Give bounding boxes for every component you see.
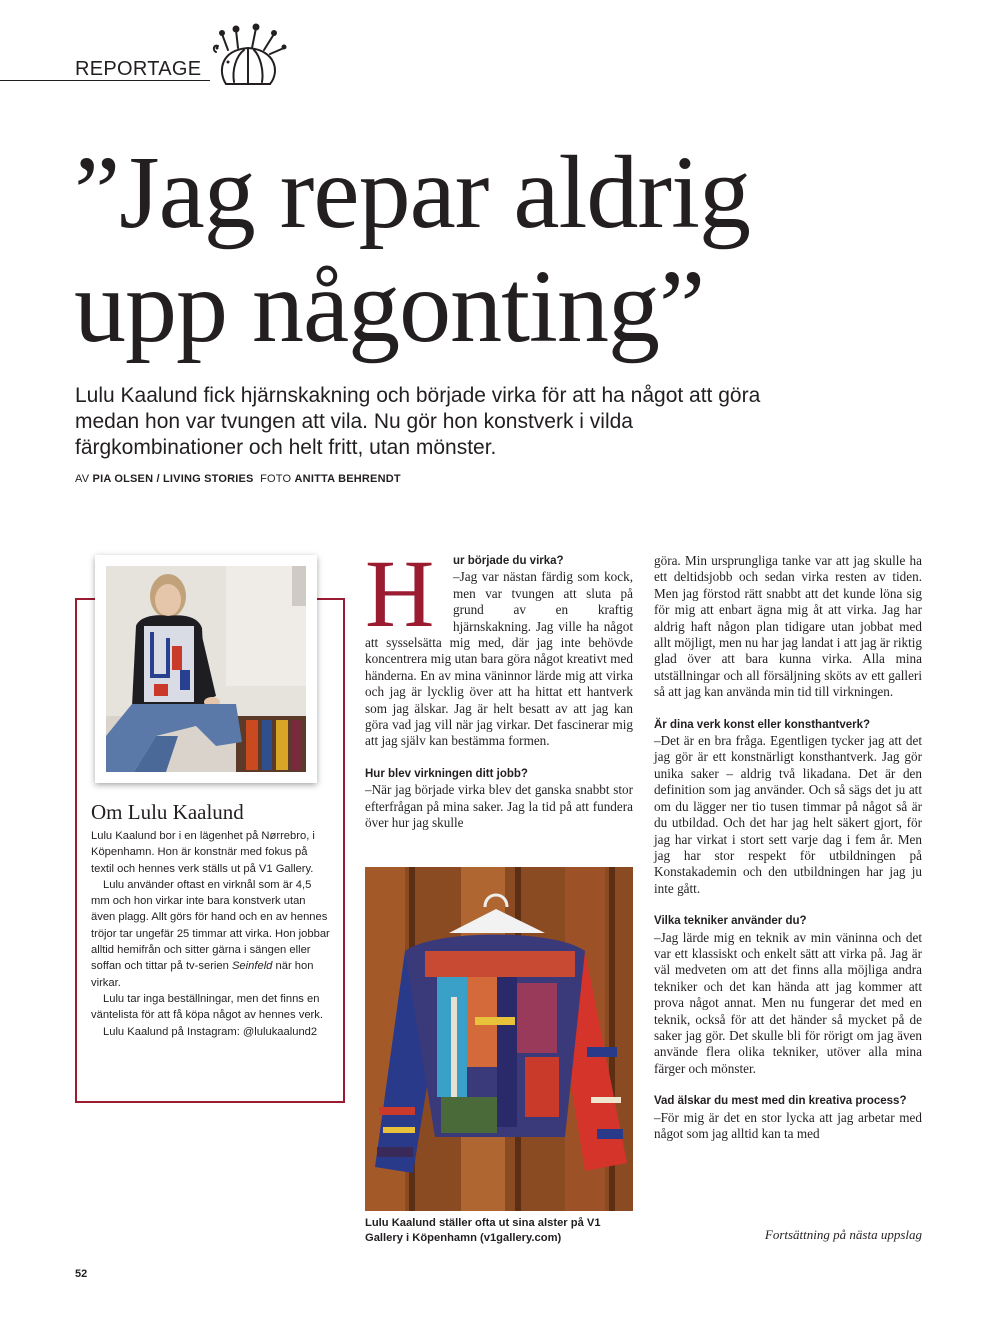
info-paragraph-2-text: Lulu använder oftast en virknål som är 4,5 mm och hon virkar inte bara konstverk utan även plagg. Allt görs för hand och en av hennes tröjor tar ungefär 25 timmar att virka. Hon jobbar alltid hemifrån och sitter gärna i sängen eller soffan och tittar på tv-serien (91, 878, 330, 973)
byline-authors: PIA OLSEN / LIVING STORIES (92, 473, 254, 485)
byline-foto: FOTO (260, 473, 292, 485)
info-paragraph-1: Lulu Kaalund bor i en lägenhet på Nørrebro, i Köpenhamn. Hon är konstnär med fokus på textil och hennes verk ställs ut på V1 Gallery. (91, 830, 315, 875)
lead-paragraph: Lulu Kaalund fick hjärnskakning och började virka för att ha något att göra medan hon var tvungen att vila. Nu gör hon konstverk i vilda färgkombinationer och helt fritt, utan mönster. (75, 384, 761, 459)
continued-note: Fortsättning på nästa uppslag (764, 1227, 922, 1242)
answer-2: –När jag började virka blev det ganska snabbt stor efterfrågan på mina saker. Jag la tid på att fundera över hur jag skulle (365, 782, 633, 831)
headline-line-1: ”Jag repar aldrig (74, 135, 750, 250)
question-1: ur började du virka? (453, 555, 564, 567)
byline-av: AV (75, 473, 90, 485)
question-4: Vilka tekniker använder du? (654, 915, 807, 928)
portrait-frame (95, 555, 317, 783)
byline (75, 473, 401, 485)
info-box-body (91, 828, 331, 1040)
article-column-middle (365, 540, 633, 832)
question-3: Är dina verk konst eller konsthantverk? (654, 718, 871, 731)
answer-4: –Jag lärde mig en teknik av min väninna och det var ett klassiskt och enkelt sätt att virka på. Jag är väl medveten om att det finns alla möjliga andra tekniker och det kan hända att jag kommer att prova något annat. Men nu fungerar det med en teknik, också för att det händer så mycket på de saker jag gör. Det skulle bli för rörigt om jag även använde flera olika tekniker, utöver alla mina färger och mönster. (654, 929, 922, 1076)
page-number: 52 (75, 1268, 88, 1280)
info-show-title: Seinfeld (231, 960, 273, 973)
headline-line-2: upp någonting” (74, 249, 705, 364)
info-paragraph-2 (91, 877, 331, 991)
info-paragraph-2-end: när hon virkar. (91, 960, 314, 989)
byline-photographer: ANITTA BEHRENDT (294, 473, 401, 485)
article-column-right (654, 553, 922, 1142)
info-box-title: Om Lulu Kaalund (91, 800, 244, 824)
answer-5: –För mig är det en stor lycka att jag arbetar med något som jag alltid kan ta med (654, 1109, 922, 1141)
headline (74, 136, 954, 364)
drop-cap: H (365, 540, 435, 647)
answer-3: –Det är en bra fråga. Egentligen tycker jag att det jag gör är ett konstnärligt konsthantverk. Jag gör unika saker – aldrig två likadana. Det är den definition som jag använder. Och så sägs det ju att om du lägger ner tio tusen timmar på något så är du utbildad. Och det har jag helt säkert gjort, för jag har virkat i stort sett varje dag i fem år. Men jag har stor respekt för utbildningen på Konstakademin och den utbildningen har jag ju inte gått. (654, 733, 922, 896)
question-5: Vad älskar du mest med din kreativa process? (654, 1095, 907, 1108)
pincushion-icon (208, 22, 288, 88)
question-2: Hur blev virkningen ditt jobb? (365, 767, 528, 780)
info-paragraph-3: Lulu tar inga beställningar, men det finns en väntelista för att få köpa något av hennes verk. (91, 992, 323, 1022)
section-label: REPORTAGE (75, 58, 202, 80)
answer-2-continued: göra. Min ursprungliga tanke var att jag skulle ha ett deltidsjobb och sedan virka resten av tiden. Men jag förstod rätt snabbt att det kunde löna sig för mig att enbart ägna mig åt att virka. Jag har aldrig haft någon plan tidigare utan jobbat med allt möjligt, men nu har jag landat i att jag är riktig glad över att bara kunna virka. Alla mina utställningar och all försäljning sköts av ett galleri så att jag kan använda min tid till virkningen. (654, 553, 922, 700)
answer-1: –Jag var nästan färdig som kock, men var tvungen att sluta på grund av en kraftig hjärnskakning. Jag ville ha något att sysselsätta mig med, där jag inte behövde koncentrera mig utan bara göra något kreativt med händerna. En av mina väninnor lärde mig att virka och jag är lycklig över att ha hittat ett hantverk som jag älskar. Jag är helt besatt av att jag kan göra vad jag vill när jag virkar. Det fascinerar mig att jag själv kan bestämma formen. (365, 569, 633, 749)
photo-caption: Lulu Kaalund ställer ofta ut sina alster på V1 Gallery i Köpenhamn (v1gallery.com) (365, 1217, 601, 1244)
sweater-photo (365, 867, 633, 1211)
info-paragraph-4: Lulu Kaalund på Instagram: @lulukaalund2 (103, 1025, 318, 1038)
portrait-photo (106, 566, 306, 772)
